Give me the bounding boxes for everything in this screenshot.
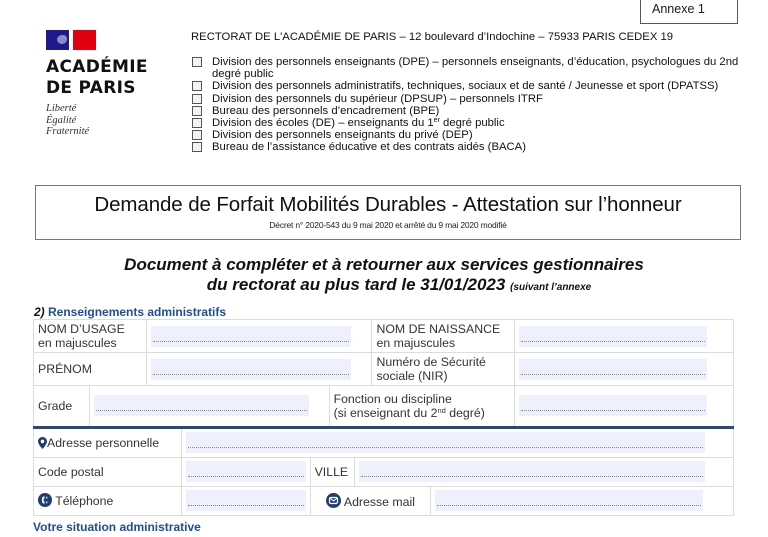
email-input[interactable] [435, 490, 703, 511]
document-subtitle: Décret n° 2020-543 du 9 mai 2020 et arrêté du 9 mai 2020 modifié [269, 220, 507, 230]
grade-table [33, 385, 734, 428]
adresse-label: Adresse personnelle [34, 428, 182, 457]
fonction-label: Fonction ou discipline (si enseignant du 2nd degré) [329, 386, 515, 427]
division-checkbox[interactable] [192, 94, 202, 104]
nir-input[interactable] [519, 359, 707, 380]
division-checkbox[interactable] [192, 81, 202, 91]
division-checkbox[interactable] [192, 118, 202, 128]
rectorat-address: RECTORAT DE L'ACADÉMIE DE PARIS – 12 boulevard d’Indochine – 75933 PARIS CEDEX 19 [191, 31, 674, 43]
prenom-label: PRÉNOM [34, 353, 147, 386]
nir-label: Numéro de Sécurité sociale (NIR) [372, 353, 515, 386]
logo-motto: Liberté Égalité Fraternité [46, 103, 90, 137]
telephone-label: Téléphone [34, 486, 182, 515]
division-item: Division des personnels administratifs, techniques, sociaux et de santé / Jeunesse et sport (DPATSS) [191, 80, 751, 92]
mail-icon [326, 493, 341, 508]
division-item: Division des personnels du supérieur (DPSUP) – personnels ITRF [191, 93, 751, 105]
logo-title: ACADÉMIE DE PARIS [46, 57, 148, 98]
table-row [34, 457, 734, 486]
grade-input[interactable] [94, 395, 309, 416]
document-title: Demande de Forfait Mobilités Durables - Attestation sur l’honneur [94, 193, 682, 216]
academie-logo [46, 30, 156, 138]
adresse-input[interactable] [186, 432, 705, 453]
division-checkbox[interactable] [192, 130, 202, 140]
code-postal-label: Code postal [34, 457, 182, 486]
table-row [34, 386, 734, 427]
nom-naissance-label: NOM DE NAISSANCE en majuscules [372, 320, 515, 353]
table-row [34, 428, 734, 457]
annexe-label: Annexe 1 [640, 0, 738, 24]
nom-usage-label: NOM D’USAGE en majuscules [34, 320, 147, 353]
table-row [34, 353, 734, 386]
division-checklist [191, 56, 751, 154]
grade-label: Grade [34, 386, 90, 427]
situation-section-title: Votre situation administrative [33, 520, 201, 534]
division-checkbox[interactable] [192, 57, 202, 67]
document-title-box [35, 185, 741, 240]
division-item: Division des écoles (DE) – enseignants du 1er degré public [191, 117, 751, 129]
division-checkbox[interactable] [192, 106, 202, 116]
ville-label: VILLE [311, 458, 356, 486]
table-row [34, 320, 734, 353]
instruction-text: Document à compléter et à retourner aux services gestionnaires du rectorat au plus tard le 31/01/2023 (suivant l’annexe [124, 255, 644, 294]
telephone-input[interactable] [186, 490, 306, 511]
map-pin-icon [38, 437, 47, 449]
ville-input[interactable] [359, 461, 705, 482]
email-label: Adresse mail [310, 486, 431, 515]
fonction-input[interactable] [519, 395, 707, 416]
division-checkbox[interactable] [192, 142, 202, 152]
division-item: Bureau de l’assistance éducative et des contrats aidés (BACA) [191, 141, 751, 153]
division-item: Division des personnels enseignants du privé (DEP) [191, 129, 751, 141]
code-postal-input[interactable] [186, 461, 306, 482]
contact-table [33, 427, 734, 516]
division-item: Division des personnels enseignants (DPE) – personnels enseignants, d’éducation, psychologues du 2nd degré public [191, 56, 751, 80]
marianne-flag-icon [46, 30, 96, 50]
table-row [34, 486, 734, 515]
identity-table [33, 319, 734, 386]
phone-icon [38, 493, 52, 507]
division-item: Bureau des personnels d’encadrement (BPE) [191, 105, 751, 117]
nom-naissance-input[interactable] [519, 326, 707, 347]
section-title: 2) Renseignements administratifs [34, 305, 227, 319]
nom-usage-input[interactable] [151, 326, 352, 347]
prenom-input[interactable] [151, 359, 352, 380]
